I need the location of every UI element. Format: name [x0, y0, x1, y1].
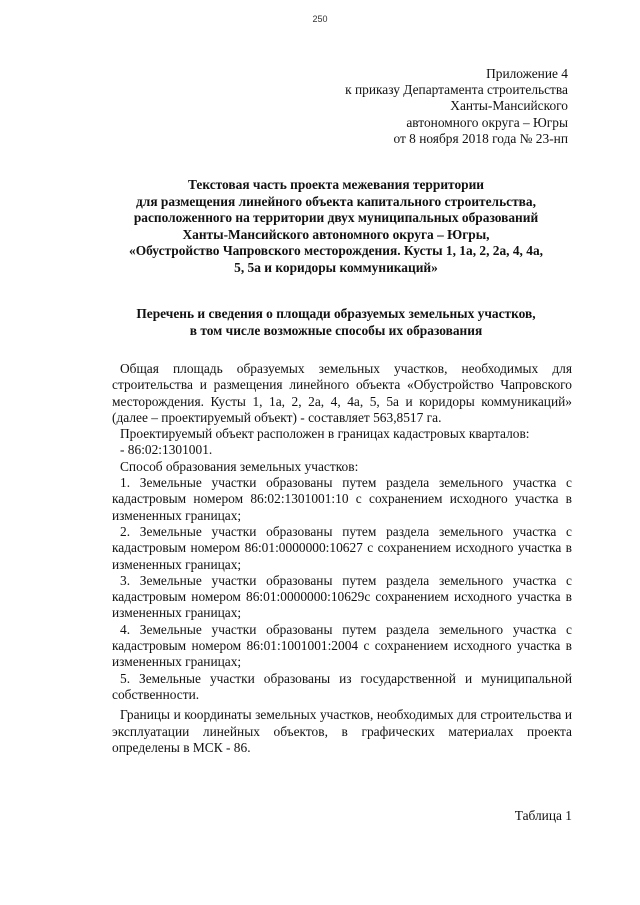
body-text [112, 361, 572, 756]
section-heading [90, 306, 582, 339]
page-number: 250 [312, 14, 328, 24]
paragraph: Общая площадь образуемых земельных участков, необходимых для строительства и размещения линейного объекта «Обустройство Чапровского месторождения. Кусты 1, 1а, 2, 2а, 4, 4а, 5, 5а и коридоры коммуникаций» (далее – проектируемый объект) - составляет 563,8517 га. [112, 361, 572, 425]
title-line: 5, 5а и коридоры коммуникаций» [234, 259, 438, 275]
paragraph: 1. Земельные участки образованы путем раздела земельного участка с кадастровым номером 86:02:1301001:10 с сохранением исходного участка в измененных границах; [112, 475, 572, 523]
paragraph: Способ образования земельных участков: [120, 458, 359, 474]
appendix-line: Ханты-Мансийского [450, 98, 568, 114]
title-line: для размещения линейного объекта капитального строительства, [136, 193, 536, 209]
appendix-header [345, 66, 568, 147]
appendix-line: от 8 ноября 2018 года № 23-нп [393, 130, 568, 146]
appendix-line: автономного округа – Югры [406, 114, 568, 130]
appendix-line: Приложение 4 [486, 66, 568, 81]
paragraph: 3. Земельные участки образованы путем раздела земельного участка с кадастровым номером 86:01:0000000:10629с сохранением исходного участка в измененных границах; [112, 572, 572, 621]
paragraph: Границы и координаты земельных участков, необходимых для строительства и эксплуатации линейных объектов, в графических материалах проекта определены в МСК - 86. [112, 707, 572, 755]
paragraph: 4. Земельные участки образованы путем раздела земельного участка с кадастровым номером 86:01:1001001:2004 с сохранением исходного участка в измененных границах; [112, 621, 572, 670]
heading-line: в том числе возможные способы их образования [189, 322, 483, 338]
heading-line: Перечень и сведения о площади образуемых земельных участков, [136, 306, 536, 321]
title-line: Текстовая часть проекта межевания территории [187, 177, 485, 192]
paragraph: Проектируемый объект расположен в границах кадастровых кварталов: [120, 426, 530, 442]
table-caption: Таблица 1 [514, 808, 572, 823]
title-line: расположенного на территории двух муниципальных образований [133, 210, 539, 226]
appendix-line: к приказу Департамента строительства [345, 82, 568, 98]
title-line: «Обустройство Чапровского месторождения. Кусты 1, 1а, 2, 2а, 4, 4а, [129, 243, 543, 259]
paragraph: 5. Земельные участки образованы из государственной и муниципальной собственности. [112, 670, 572, 702]
document-title [90, 177, 582, 277]
paragraph: 2. Земельные участки образованы путем раздела земельного участка с кадастровым номером 86:01:0000000:10627 с сохранением исходного участка в измененных границах; [112, 523, 572, 572]
title-line: Ханты-Мансийского автономного округа – Югры, [182, 226, 490, 242]
paragraph: - 86:02:1301001. [120, 442, 213, 458]
